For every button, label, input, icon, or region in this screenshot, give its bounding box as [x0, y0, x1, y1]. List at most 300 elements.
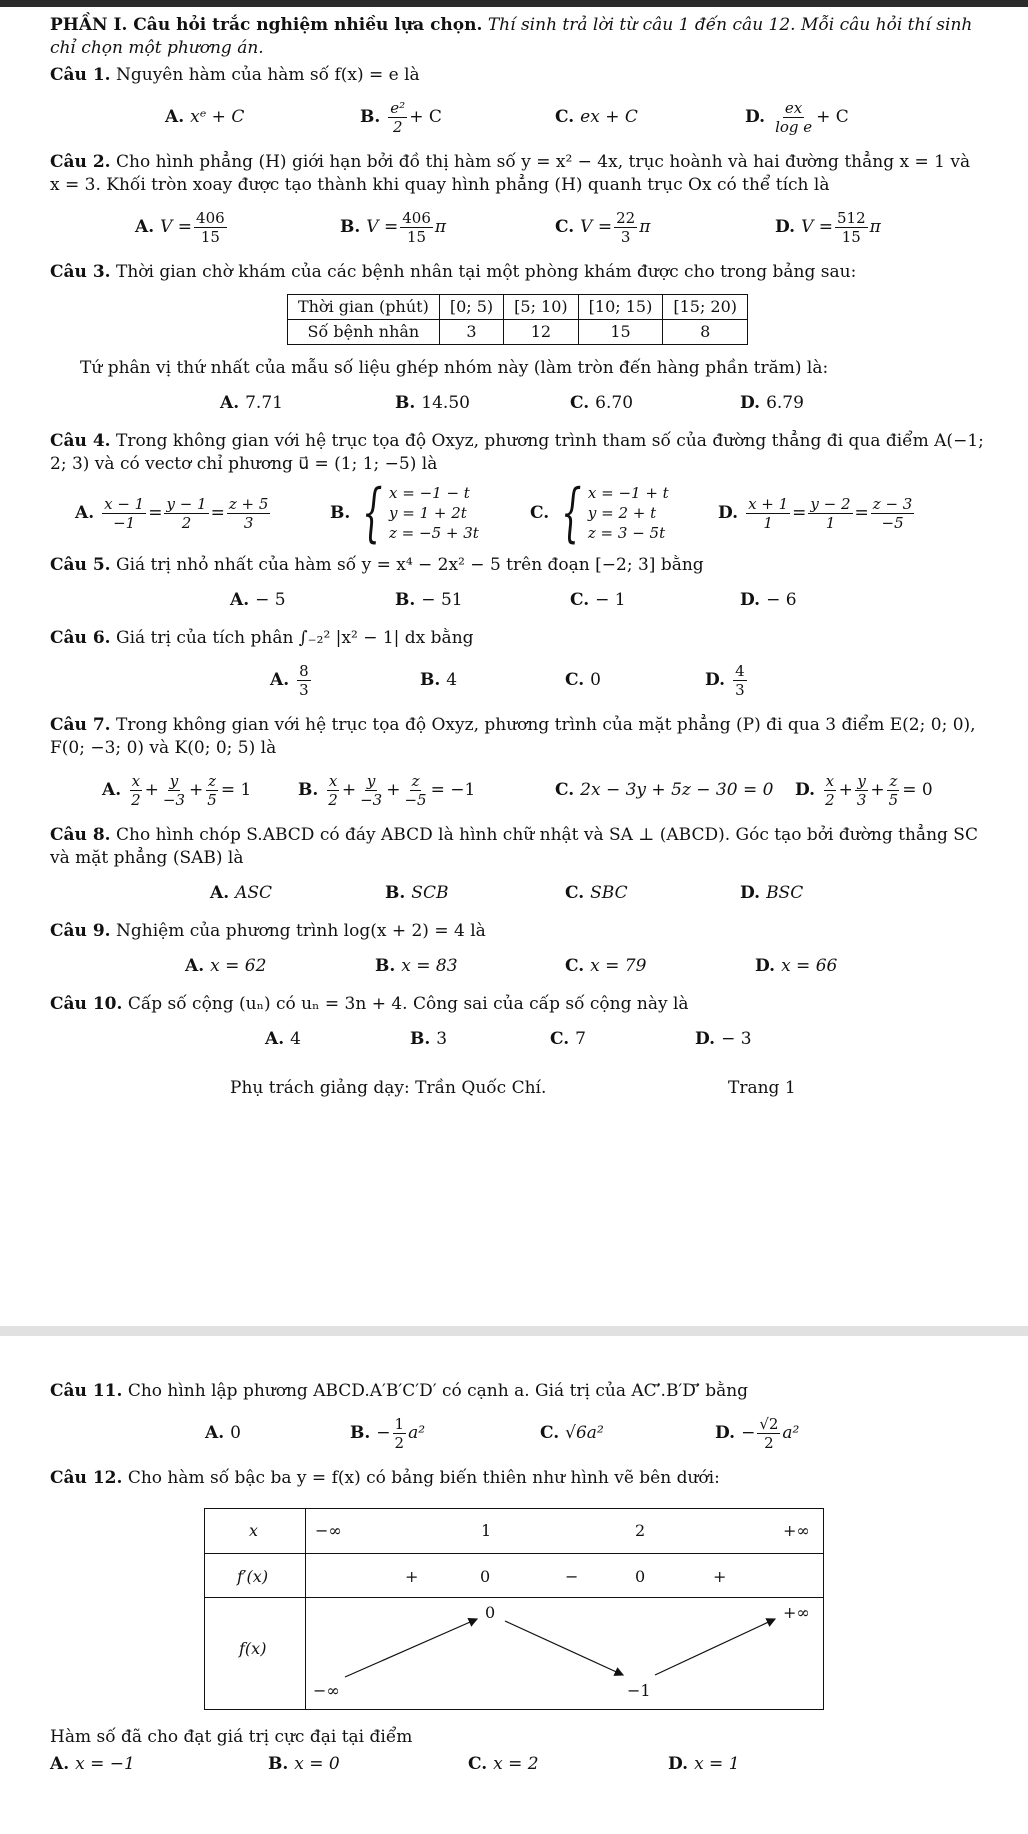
option-letter: C.	[565, 956, 585, 976]
option-letter: B.	[395, 393, 416, 413]
option-d[interactable]: D. $\frac{x}{2}$ + $\frac{y}{3}$ + $\frac{z}{5}$ = 0	[795, 771, 933, 809]
question-label: Câu 9.	[50, 921, 111, 941]
numerator: y	[857, 771, 866, 790]
option-letter: B.	[360, 107, 381, 127]
option-letter: C.	[540, 1423, 560, 1443]
option-letter: B.	[298, 780, 319, 800]
denominator: 2	[764, 1433, 774, 1452]
option-text: − 51	[421, 590, 463, 610]
fraction	[102, 495, 146, 532]
option-text: 6.79	[766, 393, 804, 413]
f-value: −1	[627, 1681, 651, 1700]
denominator: 1	[825, 513, 836, 532]
fraction	[855, 772, 869, 809]
option-letter: D.	[705, 670, 726, 690]
sign-value: −	[565, 1567, 579, 1586]
option-letter: B.	[350, 1423, 371, 1443]
numerator: 1	[394, 1414, 405, 1433]
option-d[interactable]	[740, 388, 804, 418]
option-a[interactable]: A. $\frac{x - 1}{-1}$ = $\frac{y - 1}{2}$ = $\frac{z + 5}{3}$	[75, 494, 269, 532]
fraction	[746, 495, 790, 532]
option-c[interactable]	[565, 878, 628, 908]
top-bar	[0, 0, 1028, 7]
question-label: Câu 2.	[50, 152, 111, 172]
brace-icon: {	[362, 476, 383, 550]
question-text: Cho hình chóp S.ABCD có đáy ABCD là hình chữ nhật và SA ⊥ (ABCD). Góc tạo bởi đường thẳng SC và mặt phẳng (SAB) là	[50, 825, 978, 868]
question-5	[50, 554, 985, 577]
table-row	[287, 320, 747, 345]
x-value: +∞	[783, 1521, 810, 1540]
fraction	[400, 209, 433, 246]
question-text: Cho hình phẳng (H) giới hạn bởi đồ thị hàm số y = x² − 4x, trục hoành và hai đường thẳng x = 1 và x = 3. Khối tròn xoay được tạo thành khi quay hình phẳng (H) quanh trục Ox có thể tích là	[50, 152, 971, 195]
option-text: x = 79	[590, 956, 647, 976]
option-text: 4	[446, 670, 458, 690]
option-tail: π	[639, 217, 651, 237]
question-label: Câu 1.	[50, 65, 111, 85]
option-letter: B.	[268, 1754, 289, 1774]
section-title: PHẦN I. Câu hỏi trắc nghiệm nhiều lựa chọn.	[50, 15, 483, 35]
option-a[interactable]	[270, 658, 313, 702]
option-a[interactable]	[50, 1749, 135, 1779]
brace-icon: {	[561, 476, 582, 550]
option-letter: B.	[410, 1029, 431, 1049]
table-cell: 3	[439, 320, 503, 345]
question-3-prompt: Tứ phân vị thứ nhất của mẫu số liệu ghép nhóm này (làm tròn đến hàng phần trăm) là:	[80, 358, 829, 378]
question-text: Cấp số cộng (uₙ) có uₙ = 3n + 4. Công sai của cấp số cộng này là	[127, 994, 689, 1014]
option-c[interactable]	[565, 951, 646, 981]
option-d[interactable]: D. $\frac{x + 1}{1}$ = $\frac{y - 2}{1}$ = $\frac{z - 3}{-5}$	[718, 494, 913, 532]
option-text: √6a²	[565, 1423, 604, 1443]
numerator: 4	[735, 661, 745, 680]
equation-line: z = −5 + 3t	[389, 524, 479, 542]
equation-line: y = 2 + t	[587, 504, 657, 522]
teacher-credit: Phụ trách giảng dạy: Trần Quốc Chí.	[230, 1078, 547, 1098]
option-letter: A.	[75, 503, 95, 523]
option-letter: A.	[165, 107, 185, 127]
fraction	[808, 495, 852, 532]
row-label: x	[249, 1521, 259, 1540]
numerator: y − 1	[166, 494, 207, 513]
option-letter: C.	[555, 107, 575, 127]
denominator: 3	[299, 680, 309, 699]
option-b[interactable]	[395, 388, 470, 418]
option-d[interactable]	[740, 878, 803, 908]
table-cell: 8	[663, 320, 748, 345]
question-text: Cho hình lập phương ABCD.A′B′C′D′ có cạnh a. Giá trị của AC′⃗.B′D′⃗ bằng	[127, 1381, 749, 1401]
denominator: 15	[200, 227, 220, 246]
option-letter: B.	[375, 956, 396, 976]
equation-system	[555, 476, 669, 550]
options-q9	[50, 951, 985, 981]
option-prefix: V =	[801, 217, 833, 237]
fraction	[358, 772, 384, 809]
option-letter: D.	[740, 590, 761, 610]
option-b[interactable]	[395, 585, 463, 615]
option-tail: π	[434, 217, 447, 237]
fraction	[326, 772, 340, 809]
numerator: 22	[616, 208, 636, 227]
options-q2	[50, 205, 985, 249]
question-label: Câu 8.	[50, 825, 111, 845]
option-tail: a²	[408, 1423, 426, 1443]
option-a[interactable]: A. $\frac{x}{2}$ + $\frac{y}{-3}$ + $\frac{z}{5}$ = 1	[102, 771, 252, 809]
option-letter: A.	[135, 217, 155, 237]
question-10	[50, 993, 985, 1016]
fraction	[757, 1415, 780, 1452]
question-11	[50, 1380, 985, 1403]
option-tail: + C	[409, 107, 442, 127]
denominator: 2	[825, 790, 835, 809]
option-text: 0	[590, 670, 601, 690]
option-letter: B.	[420, 670, 441, 690]
option-letter: C.	[555, 780, 575, 800]
options-q5	[50, 585, 985, 615]
options-q4	[50, 476, 985, 550]
numerator: 512	[837, 208, 866, 227]
table-cell: [5; 10)	[504, 295, 579, 320]
x-value: −∞	[315, 1521, 342, 1540]
fraction	[871, 495, 915, 532]
option-letter: C.	[550, 1029, 570, 1049]
option-c[interactable]	[555, 95, 638, 139]
numerator: z	[208, 771, 216, 790]
denominator: −5	[404, 790, 427, 809]
denominator: −5	[881, 513, 904, 532]
numerator: 8	[299, 661, 309, 680]
option-b[interactable]	[385, 878, 448, 908]
option-letter: D.	[775, 217, 796, 237]
equation-line: z = 3 − 5t	[587, 524, 666, 542]
option-tail: a²	[782, 1423, 800, 1443]
fraction	[393, 1415, 407, 1452]
option-d[interactable]	[775, 205, 881, 249]
denominator: −1	[113, 513, 136, 532]
denominator: 15	[841, 227, 861, 246]
numerator: e²	[390, 98, 406, 117]
option-b[interactable]	[330, 476, 479, 550]
row-label: f(x)	[239, 1639, 267, 1658]
option-rhs: = −1	[430, 780, 476, 800]
question-4	[50, 430, 985, 476]
denominator: 3	[856, 790, 867, 809]
numerator: z + 5	[228, 494, 269, 513]
question-text: Giá trị của tích phân ∫₋₂² |x² − 1| dx bằng	[115, 628, 474, 648]
x-value: 1	[481, 1521, 492, 1540]
option-text: − 1	[595, 590, 626, 610]
option-letter: A.	[220, 393, 240, 413]
option-letter: B.	[395, 590, 416, 610]
option-a[interactable]	[185, 951, 266, 981]
option-text: x = 2	[493, 1754, 539, 1774]
option-text: x = 66	[781, 956, 838, 976]
option-letter: C.	[570, 393, 590, 413]
question-6	[50, 627, 985, 650]
fraction	[887, 772, 901, 809]
fraction	[205, 772, 219, 809]
option-letter: D.	[740, 883, 761, 903]
denominator: 3	[735, 680, 745, 699]
question-12-prompt: Hàm số đã cho đạt giá trị cực đại tại điểm	[50, 1727, 413, 1747]
option-prefix: −	[741, 1423, 756, 1443]
numerator: ex	[784, 98, 803, 117]
fraction	[297, 662, 311, 699]
option-letter: D.	[755, 956, 776, 976]
question-2	[50, 151, 985, 197]
table-cell: Số bệnh nhân	[287, 320, 439, 345]
table-cell: [15; 20)	[663, 295, 748, 320]
option-c[interactable]	[555, 768, 773, 812]
question-text: Thời gian chờ khám của các bệnh nhân tại một phòng khám được cho trong bảng sau:	[115, 262, 857, 282]
question-label: Câu 11.	[50, 1381, 123, 1401]
table-cell: [10; 15)	[578, 295, 663, 320]
option-b[interactable]: B. $\frac{x}{2}$ + $\frac{y}{-3}$ + $\frac{z}{-5}$ = −1	[298, 771, 476, 809]
question-text: Nghiệm của phương trình log(x + 2) = 4 là	[115, 921, 486, 941]
denominator: −3	[162, 790, 186, 809]
options-q3	[50, 388, 985, 418]
equation-system	[356, 476, 479, 550]
options-q1	[50, 95, 985, 139]
option-tail: π	[869, 217, 881, 237]
option-text: 14.50	[421, 393, 470, 413]
option-b[interactable]	[375, 951, 458, 981]
numerator: √2	[759, 1414, 779, 1433]
options-q11	[50, 1411, 985, 1455]
option-letter: A.	[265, 1029, 285, 1049]
fraction	[164, 495, 208, 532]
numerator: z	[411, 771, 420, 790]
question-12	[50, 1467, 985, 1490]
option-b[interactable]	[340, 205, 446, 249]
option-c[interactable]	[530, 476, 669, 550]
question-7	[50, 714, 985, 760]
page-break	[0, 1326, 1028, 1336]
question-label: Câu 12.	[50, 1468, 123, 1488]
option-a[interactable]	[205, 1411, 241, 1455]
sign-value: +	[405, 1567, 419, 1586]
option-prefix: V =	[580, 217, 613, 237]
fraction	[773, 99, 814, 136]
option-c[interactable]	[468, 1749, 539, 1779]
option-c[interactable]	[565, 658, 601, 702]
numerator: x	[131, 771, 141, 790]
option-letter: D.	[695, 1029, 716, 1049]
f-value: 0	[485, 1603, 496, 1622]
option-letter: C.	[570, 590, 590, 610]
numerator: z − 3	[872, 494, 913, 513]
option-text: x = −1	[75, 1754, 135, 1774]
option-letter: A.	[102, 780, 122, 800]
question-text: Nguyên hàm của hàm số f(x) = e là	[115, 65, 420, 85]
table-cell: 12	[504, 320, 579, 345]
arrow-up	[345, 1619, 477, 1677]
option-text: 7	[575, 1029, 586, 1049]
numerator: x	[825, 771, 835, 790]
option-letter: B.	[385, 883, 406, 903]
option-d[interactable]	[695, 1024, 752, 1054]
table-row	[287, 295, 747, 320]
question-text: Trong không gian với hệ trục tọa độ Oxyz, phương trình tham số của đường thẳng đi qua điểm A(−1; 2; 3) và có vectơ chỉ phương u⃗ = (1; 1; −5) là	[50, 431, 984, 474]
denominator: 15	[407, 227, 427, 246]
option-c[interactable]	[540, 1411, 604, 1455]
option-rhs: = 1	[220, 780, 252, 800]
option-letter: B.	[330, 503, 351, 523]
row-label: f′(x)	[237, 1567, 269, 1586]
sign-value: +	[713, 1567, 727, 1586]
option-text: BSC	[766, 883, 804, 903]
option-text: 0	[230, 1423, 241, 1443]
fraction	[733, 662, 747, 699]
question-label: Câu 6.	[50, 628, 111, 648]
option-letter: A.	[185, 956, 205, 976]
option-letter: D.	[740, 393, 761, 413]
option-letter: C.	[565, 670, 585, 690]
numerator: y − 2	[810, 494, 851, 513]
fraction	[823, 772, 837, 809]
option-text: SBC	[590, 883, 628, 903]
variation-table	[204, 1508, 824, 1710]
option-prefix: V =	[366, 217, 399, 237]
fraction	[194, 209, 227, 246]
option-text: ASC	[235, 883, 273, 903]
denominator: 2	[392, 117, 403, 136]
option-letter: A.	[210, 883, 230, 903]
option-d[interactable]	[740, 585, 797, 615]
option-letter: D.	[668, 1754, 689, 1774]
numerator: x + 1	[748, 494, 789, 513]
options-q12	[50, 1749, 985, 1779]
table-cell: 15	[578, 320, 663, 345]
fraction	[402, 772, 428, 809]
option-a[interactable]	[135, 205, 229, 249]
option-tail: + C	[816, 107, 849, 127]
option-text: 2x − 3y + 5z − 30 = 0	[580, 780, 774, 800]
numerator: z	[889, 771, 898, 790]
sign-value: 0	[480, 1567, 491, 1586]
option-prefix: −	[376, 1423, 391, 1443]
option-d[interactable]	[745, 95, 849, 139]
option-d[interactable]	[755, 951, 837, 981]
option-b[interactable]	[420, 658, 457, 702]
option-a[interactable]	[165, 95, 244, 139]
question-9	[50, 920, 985, 943]
denominator: 3	[620, 227, 631, 246]
option-text: 3	[436, 1029, 448, 1049]
numerator: 406	[402, 208, 431, 227]
option-letter: A.	[205, 1423, 225, 1443]
x-value: 2	[635, 1521, 646, 1540]
option-c[interactable]	[550, 1024, 586, 1054]
denominator: 1	[763, 513, 773, 532]
option-letter: A.	[270, 670, 290, 690]
fraction	[161, 772, 187, 809]
option-c[interactable]	[570, 585, 626, 615]
denominator: log e	[775, 117, 813, 136]
option-a[interactable]	[220, 388, 283, 418]
option-text: x = 0	[294, 1754, 340, 1774]
question-text: Giá trị nhỏ nhất của hàm số y = x⁴ − 2x² − 5 trên đoạn [−2; 3] bằng	[115, 555, 704, 575]
arrow-up	[655, 1619, 775, 1675]
page-2	[50, 1348, 985, 1779]
option-rhs: = 0	[902, 780, 933, 800]
page-number: Trang 1	[728, 1078, 796, 1098]
option-letter: C.	[530, 503, 550, 523]
option-prefix: V =	[160, 217, 193, 237]
denominator: 2	[131, 790, 141, 809]
option-d[interactable]	[715, 1411, 799, 1455]
denominator: 5	[207, 790, 217, 809]
option-d[interactable]	[705, 658, 749, 702]
table-cell: Thời gian (phút)	[287, 295, 439, 320]
sign-value: 0	[635, 1567, 646, 1586]
options-q10	[50, 1024, 985, 1054]
option-text: − 3	[721, 1029, 752, 1049]
numerator: y	[366, 771, 376, 790]
option-letter: A.	[50, 1754, 70, 1774]
denominator: 2	[328, 790, 338, 809]
fraction	[388, 99, 407, 136]
fraction	[614, 209, 637, 246]
option-text: ex + C	[580, 107, 638, 127]
option-b[interactable]	[360, 95, 442, 139]
option-a[interactable]	[230, 585, 286, 615]
question-label: Câu 5.	[50, 555, 111, 575]
denominator: −3	[360, 790, 383, 809]
option-letter: D.	[745, 107, 766, 127]
option-text: 6.70	[595, 393, 634, 413]
variation-arrows	[205, 1509, 823, 1709]
option-c[interactable]	[555, 205, 650, 249]
option-a[interactable]	[210, 878, 272, 908]
question-label: Câu 7.	[50, 715, 111, 735]
option-a[interactable]	[265, 1024, 301, 1054]
option-letter: C.	[468, 1754, 488, 1774]
numerator: x	[328, 771, 338, 790]
question-3	[50, 261, 985, 284]
denominator: 2	[394, 1433, 405, 1452]
numerator: 406	[196, 208, 225, 227]
arrow-down	[505, 1621, 623, 1675]
question-label: Câu 4.	[50, 431, 111, 451]
f-value: −∞	[313, 1681, 340, 1700]
section-instruction: Thí sinh trả lời từ câu 1 đến câu 12. Mỗi câu hỏi thí sinh chỉ chọn một phương án.	[50, 15, 973, 58]
option-text: SCB	[411, 883, 449, 903]
question-label: Câu 3.	[50, 262, 111, 282]
denominator: 5	[888, 790, 899, 809]
option-b[interactable]	[410, 1024, 447, 1054]
option-b[interactable]	[268, 1749, 340, 1779]
option-text: xᵉ + C	[190, 107, 245, 127]
fraction	[129, 772, 143, 809]
denominator: 3	[243, 513, 254, 532]
section-header	[50, 14, 985, 60]
question-1	[50, 64, 985, 87]
page-1	[50, 14, 985, 1104]
numerator: y	[169, 771, 179, 790]
option-c[interactable]	[570, 388, 633, 418]
option-d[interactable]	[668, 1749, 740, 1779]
numerator: x − 1	[104, 494, 145, 513]
option-text: 4	[290, 1029, 301, 1049]
question-label: Câu 10.	[50, 994, 123, 1014]
question-text: Cho hàm số bậc ba y = f(x) có bảng biến thiên như hình vẽ bên dưới:	[127, 1468, 720, 1488]
f-value: +∞	[783, 1603, 810, 1622]
options-q8	[50, 878, 985, 908]
option-text: x = 1	[694, 1754, 740, 1774]
option-b[interactable]	[350, 1411, 425, 1455]
option-letter: C.	[555, 217, 575, 237]
option-text: 7.71	[245, 393, 283, 413]
option-letter: D.	[715, 1423, 736, 1443]
